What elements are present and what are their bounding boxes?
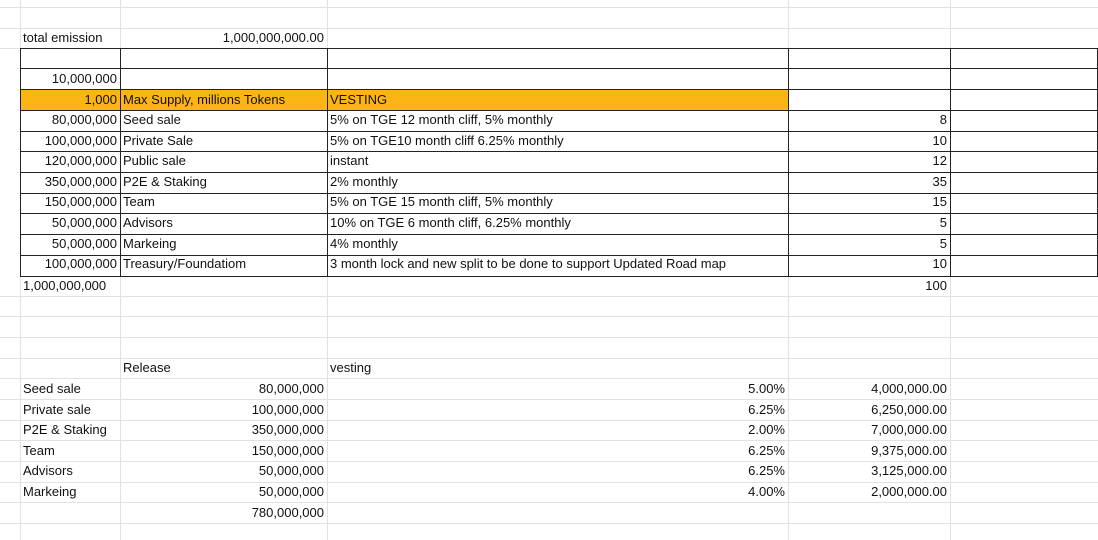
allocation-name-cell[interactable]: Advisors [123,215,173,230]
allocation-percent-cell[interactable]: 5 [939,235,947,251]
allocation-name-cell[interactable]: Treasury/Foundatiom [123,256,247,272]
table-border-v [950,48,951,277]
total-percent-cell[interactable]: 100 [925,278,947,293]
allocation-amount-cell[interactable]: 120,000,000 [44,153,117,169]
allocation-name-cell[interactable]: Seed sale [123,112,181,127]
allocation-amount-cell[interactable]: 100,000,000 [44,256,117,272]
release-amount-cell[interactable]: 50,000,000 [258,463,324,479]
release-name-cell[interactable]: Markeing [23,484,77,499]
allocation-percent-cell[interactable]: 8 [939,112,947,127]
allocation-vesting-cell[interactable]: 2% monthly [330,173,398,189]
gridline-h [0,316,1098,317]
allocation-percent-cell[interactable]: 10 [932,256,947,272]
monthly-release-cell[interactable]: 7,000,000.00 [871,422,947,438]
monthly-release-cell[interactable]: 2,000,000.00 [871,484,947,499]
release-name-cell[interactable]: Private sale [23,401,91,417]
release-header[interactable]: Release [123,360,171,375]
allocation-name-cell[interactable]: P2E & Staking [123,173,207,189]
release-name-cell[interactable]: Team [23,442,55,458]
table-border-h [20,68,1098,69]
supply-millions-cell[interactable]: 10,000,000 [51,71,117,86]
allocation-percent-cell[interactable]: 5 [939,215,947,230]
allocation-vesting-cell[interactable]: 10% on TGE 6 month cliff, 6.25% monthly [330,215,571,230]
monthly-release-cell[interactable]: 3,125,000.00 [871,463,947,479]
total-emission-value[interactable]: 1,000,000,000.00 [222,30,324,45]
vesting-rate-cell[interactable]: 5.00% [748,381,785,396]
allocation-vesting-cell[interactable]: 5% on TGE10 month cliff 6.25% monthly [330,132,564,148]
allocation-name-cell[interactable]: Private Sale [123,132,194,148]
monthly-release-cell[interactable]: 4,000,000.00 [871,381,947,396]
allocation-amount-cell[interactable]: 50,000,000 [51,235,117,251]
allocation-vesting-cell[interactable]: 3 month lock and new split to be done to support Updated Road map [330,256,727,272]
gridline-h [0,7,1098,8]
allocation-amount-cell[interactable]: 350,000,000 [44,173,117,189]
max-supply-number[interactable]: 1,000 [84,92,117,107]
total-emission-label[interactable]: total emission [23,30,103,45]
release-amount-cell[interactable]: 150,000,000 [251,442,324,458]
monthly-release-cell[interactable]: 6,250,000.00 [871,401,947,417]
allocation-vesting-cell[interactable]: 5% on TGE 12 month cliff, 5% monthly [330,112,553,127]
max-supply-label[interactable]: Max Supply, millions Tokens [123,92,286,107]
release-name-cell[interactable]: Advisors [23,463,73,479]
release-amount-cell[interactable]: 50,000,000 [258,484,324,499]
release-amount-cell[interactable]: 80,000,000 [258,381,324,396]
allocation-name-cell[interactable]: Team [123,194,155,210]
release-name-cell[interactable]: Seed sale [23,381,81,396]
allocation-vesting-cell[interactable]: 5% on TGE 15 month cliff, 5% monthly [330,194,553,210]
release-amount-cell[interactable]: 350,000,000 [251,422,324,438]
vesting-rate-cell[interactable]: 6.25% [748,442,785,458]
allocation-vesting-cell[interactable]: 4% monthly [330,235,398,251]
allocation-amount-cell[interactable]: 100,000,000 [44,132,117,148]
allocation-percent-cell[interactable]: 10 [932,132,947,148]
vesting-rate-cell[interactable]: 4.00% [748,484,785,499]
release-total-cell[interactable]: 780,000,000 [251,505,324,520]
allocation-percent-cell[interactable]: 15 [932,194,947,210]
allocation-amount-cell[interactable]: 80,000,000 [51,112,117,127]
allocation-amount-cell[interactable]: 150,000,000 [44,194,117,210]
allocation-name-cell[interactable]: Markeing [123,235,177,251]
vesting-rate-cell[interactable]: 6.25% [748,401,785,417]
allocation-vesting-cell[interactable]: instant [330,153,369,169]
allocation-name-cell[interactable]: Public sale [123,153,186,169]
vesting-rate-cell[interactable]: 6.25% [748,463,785,479]
allocation-amount-cell[interactable]: 50,000,000 [51,215,117,230]
gridline-h [0,523,1098,524]
monthly-release-cell[interactable]: 9,375,000.00 [871,442,947,458]
allocation-percent-cell[interactable]: 12 [932,153,947,169]
total-supply-cell[interactable]: 1,000,000,000 [23,278,107,293]
release-amount-cell[interactable]: 100,000,000 [251,401,324,417]
gridline-h [0,337,1098,338]
vesting-rate-cell[interactable]: 2.00% [748,422,785,438]
vesting-column-header[interactable]: vesting [330,360,372,375]
vesting-header[interactable]: VESTING [330,92,388,107]
gridline-h [0,296,1098,297]
allocation-percent-cell[interactable]: 35 [932,173,947,189]
release-name-cell[interactable]: P2E & Staking [23,422,107,438]
